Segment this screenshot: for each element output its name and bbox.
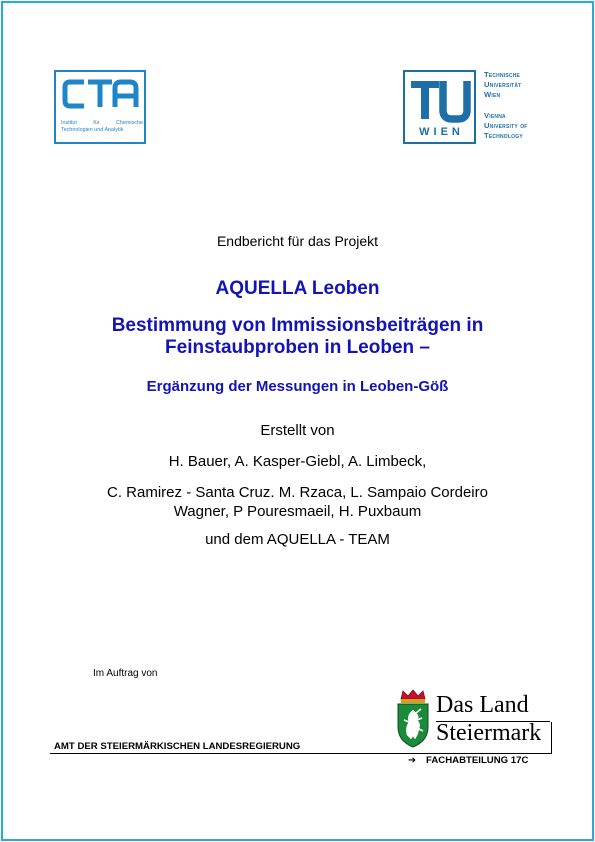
- tu-wien-word: WIEN: [419, 126, 464, 138]
- land-logo-vertical-rule: [551, 722, 552, 753]
- subject-line-2: Feinstaubproben in Leoben –: [165, 337, 430, 358]
- land-line-1: Das Land: [436, 692, 529, 718]
- styrian-panther-crest-icon: [394, 689, 432, 749]
- authors-line-1: H. Bauer, A. Kasper-Giebl, A. Limbeck,: [168, 453, 427, 470]
- tu-wien-logo: [403, 70, 476, 144]
- land-line-2: Steiermark: [436, 720, 542, 746]
- cta-logo: [54, 70, 146, 144]
- department-name: FACHABTEILUNG 17C: [426, 755, 529, 766]
- report-intro: Endbericht für das Projekt: [216, 233, 379, 249]
- department-line: [408, 755, 528, 766]
- tu-line-en-1: Vienna: [484, 111, 506, 120]
- report-supplement: Ergänzung der Messungen in Leoben-Göß: [146, 378, 449, 395]
- cta-subtitle-line2: Technologien und Analytik: [61, 126, 124, 133]
- commissioned-by-label: Im Auftrag von: [93, 668, 158, 679]
- report-subject: [0, 315, 595, 359]
- created-by-label: Erstellt von: [260, 422, 335, 439]
- cta-subtitle-line1: Institut für Chemische: [61, 120, 143, 126]
- tu-letters-mark: [405, 72, 474, 126]
- authors-line-3: Wagner, P Pouresmaeil, H. Puxbaum: [173, 503, 422, 520]
- project-title: AQUELLA Leoben: [215, 278, 380, 299]
- authors-line-2: C. Ramirez - Santa Cruz. M. Rzaca, L. Sampaio Cordeiro: [107, 484, 488, 501]
- footer-rule: [50, 753, 552, 754]
- tu-name-text: [484, 70, 528, 141]
- tu-line-de-2: Universität: [484, 80, 522, 89]
- authors-block: [0, 483, 595, 521]
- arrow-right-icon: ➔: [408, 755, 417, 766]
- land-logo-divider: [436, 721, 550, 722]
- team-line: und dem AQUELLA - TEAM: [205, 531, 390, 548]
- das-land-steiermark-logo: [436, 691, 541, 747]
- tu-line-en-3: Technology: [484, 131, 523, 140]
- subject-line-1: Bestimmung von Immissionsbeiträgen in: [111, 315, 484, 336]
- tu-line-de-1: Technische: [484, 70, 521, 79]
- cta-letters-mark: [62, 78, 140, 110]
- tu-line-de-3: Wien: [484, 90, 501, 99]
- authority-name: AMT DER STEIERMÄRKISCHEN LANDESREGIERUNG: [54, 741, 301, 752]
- cta-subtitle: [61, 120, 143, 133]
- tu-line-en-2: University of: [484, 121, 528, 130]
